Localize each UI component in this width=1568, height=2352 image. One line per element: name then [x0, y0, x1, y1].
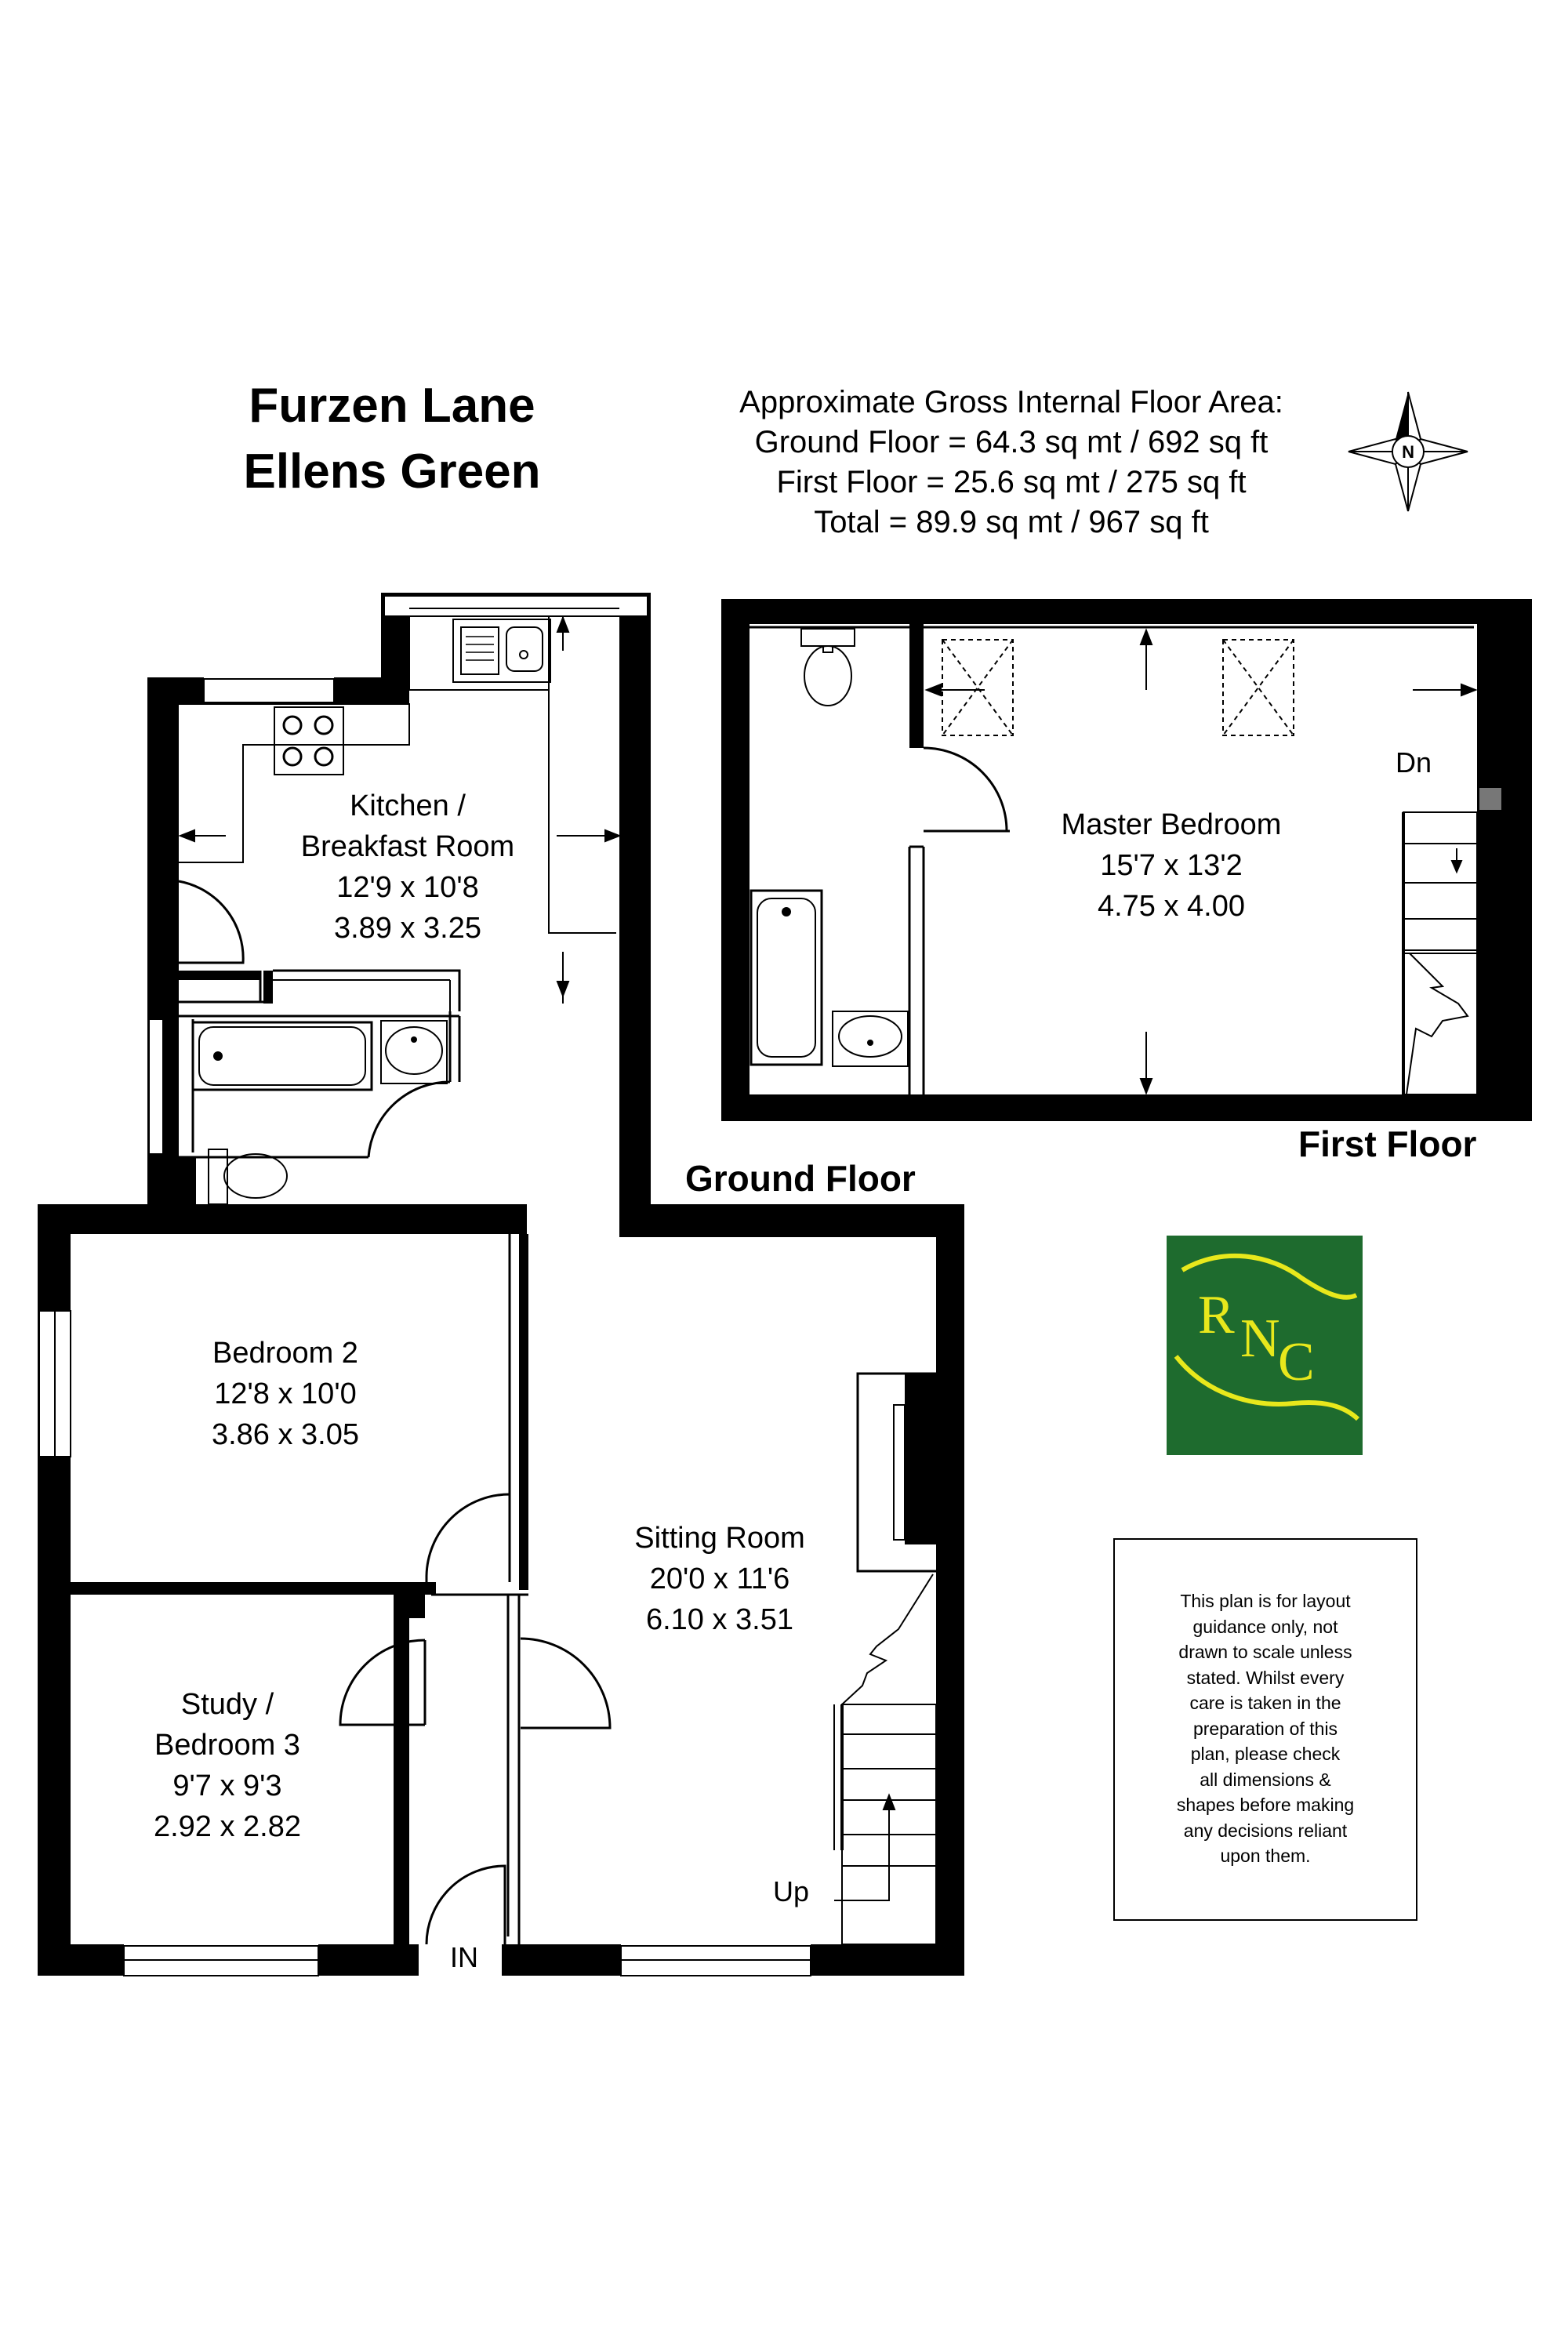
rnc-logo	[1167, 1236, 1363, 1455]
stairs-down-label: Dn	[1396, 746, 1432, 779]
skylight-1	[942, 640, 1013, 735]
floor-area-ground: Ground Floor = 64.3 sq mt / 692 sq ft	[754, 425, 1269, 459]
compass-icon	[1348, 392, 1468, 511]
ground-basin-fixture	[381, 1021, 447, 1083]
room-label-sitting	[563, 1518, 877, 1640]
study-name-2: Bedroom 3	[154, 1729, 300, 1762]
property-title-line2: Ellens Green	[243, 445, 541, 499]
room-label-master	[1014, 804, 1328, 927]
master-name: Master Bedroom	[1061, 808, 1282, 841]
ground-bath-fixture	[193, 1022, 372, 1090]
property-title	[235, 373, 549, 505]
disclaimer-line: This plan is for layout	[1180, 1591, 1351, 1611]
disclaimer-line: any decisions reliant	[1183, 1820, 1348, 1841]
bath-fixture	[751, 891, 822, 1065]
study-imperial: 9'7 x 9'3	[172, 1769, 282, 1802]
disclaimer-line: all dimensions &	[1200, 1769, 1331, 1790]
disclaimer-line: upon them.	[1220, 1846, 1311, 1866]
kitchen-imperial: 12'9 x 10'8	[336, 871, 479, 904]
bathroom-partition-wall	[909, 624, 924, 748]
disclaimer-line: care is taken in the	[1189, 1693, 1341, 1713]
property-title-line1: Furzen Lane	[249, 379, 535, 433]
first-floor-outer-wall-left	[721, 599, 750, 1121]
first-floor-label: First Floor	[1298, 1123, 1477, 1164]
window-kitchen	[204, 596, 648, 702]
disclaimer-line: preparation of this	[1192, 1718, 1338, 1739]
toilet-fixture	[801, 629, 855, 706]
entrance-label: IN	[450, 1941, 478, 1973]
sink-icon	[453, 619, 550, 682]
room-label-study	[71, 1684, 384, 1847]
floor-area-first: First Floor = 25.6 sq mt / 275 sq ft	[776, 465, 1247, 499]
sitting-name: Sitting Room	[634, 1522, 805, 1555]
window-bedroom2	[39, 1311, 71, 1457]
disclaimer-line: plan, please check	[1190, 1744, 1341, 1764]
bedroom2-metric: 3.86 x 3.05	[211, 1418, 360, 1451]
bedroom2-door	[426, 1494, 510, 1582]
floor-area-total: Total = 89.9 sq mt / 967 sq ft	[814, 505, 1209, 539]
master-metric: 4.75 x 4.00	[1097, 890, 1246, 923]
logo-letter-n: N	[1240, 1308, 1280, 1369]
front-door	[426, 1866, 505, 1944]
logo-letter-r: R	[1198, 1285, 1235, 1345]
study-metric: 2.92 x 2.82	[153, 1810, 302, 1843]
master-imperial: 15'7 x 13'2	[1100, 849, 1243, 882]
kitchen-name-2: Breakfast Room	[300, 830, 515, 863]
first-floor-outer-wall	[721, 599, 1532, 624]
bedroom2-name: Bedroom 2	[212, 1337, 358, 1370]
disclaimer-line: guidance only, not	[1192, 1616, 1338, 1637]
basin-fixture	[833, 1011, 908, 1066]
disclaimer-line: drawn to scale unless	[1178, 1642, 1352, 1662]
room-label-kitchen	[251, 786, 564, 949]
sitting-metric: 6.10 x 3.51	[645, 1603, 794, 1636]
bathroom-door	[924, 748, 1010, 831]
hob-icon	[274, 707, 343, 775]
disclaimer-box	[1113, 1538, 1417, 1921]
floor-area-heading: Approximate Gross Internal Floor Area:	[739, 385, 1283, 419]
window-sitting-room	[621, 1946, 811, 1976]
compass-letter: N	[1402, 442, 1414, 462]
disclaimer-line: shapes before making	[1176, 1795, 1355, 1815]
kitchen-metric: 3.89 x 3.25	[333, 912, 482, 945]
kitchen-back-door	[179, 881, 243, 963]
window-study	[124, 1946, 318, 1976]
study-name-1: Study /	[180, 1688, 274, 1721]
skylight-2	[1223, 640, 1294, 735]
room-label-bedroom2	[129, 1333, 442, 1455]
disclaimer-line: stated. Whilst every	[1186, 1667, 1345, 1688]
kitchen-name-1: Kitchen /	[350, 789, 466, 822]
bedroom2-imperial: 12'8 x 10'0	[214, 1377, 357, 1410]
ground-floor-label: Ground Floor	[685, 1158, 916, 1199]
sitting-imperial: 20'0 x 11'6	[649, 1563, 790, 1595]
first-floor-outer-wall-bottom	[721, 1094, 1532, 1121]
ground-bathroom-door	[368, 1082, 450, 1157]
logo-letter-c: C	[1278, 1332, 1315, 1392]
sitting-room-door	[521, 1639, 610, 1728]
stairs-up-label: Up	[773, 1875, 810, 1907]
